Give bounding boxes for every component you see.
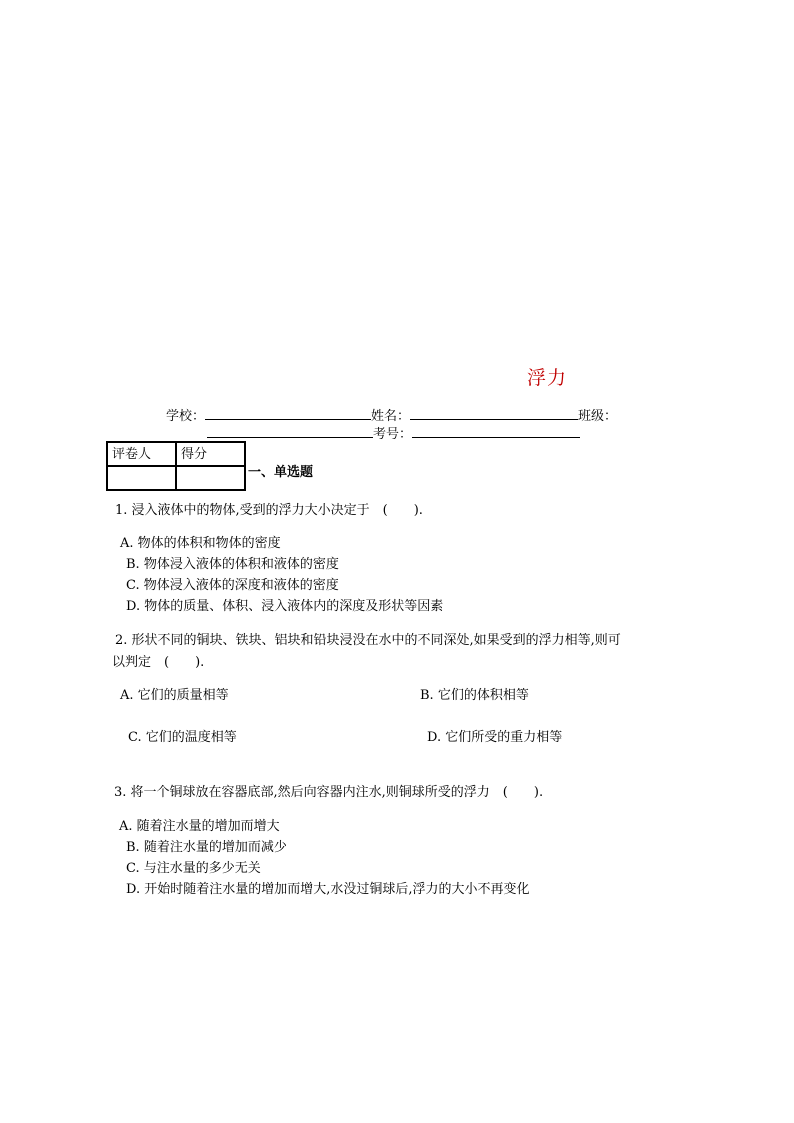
question-1-option-c: C. 物体浸入液体的深度和液体的密度 (126, 578, 339, 593)
question-1-option-d: D. 物体的质量、体积、浸入液体内的深度及形状等因素 (126, 599, 444, 614)
name-blank (410, 406, 578, 420)
header-line-1 (166, 406, 617, 425)
school-label: 学校： (166, 409, 206, 424)
question-2-stem-line-1: 2. 形状不同的铜块、铁块、铝块和铅块浸没在水中的不同深处,如果受到的浮力相等,则可 (115, 633, 621, 648)
question-1-stem: 1. 浸入液体中的物体,受到的浮力大小决定于 ( ). (115, 503, 423, 518)
question-3-option-c: C. 与注水量的多少无关 (126, 861, 261, 876)
question-1-option-a: A. 物体的体积和物体的密度 (120, 536, 281, 551)
question-2-option-a: A. 它们的质量相等 (120, 688, 229, 703)
score-table (106, 441, 246, 491)
name-label: 姓名： (371, 409, 411, 424)
blank-line (207, 424, 373, 438)
question-1-option-b: B. 物体浸入液体的体积和液体的密度 (126, 557, 339, 572)
question-3-option-d: D. 开始时随着注水量的增加而增大,水没过铜球后,浮力的大小不再变化 (126, 882, 530, 897)
grader-cell (107, 466, 176, 490)
class-label: 班级： (578, 409, 618, 424)
exam-no-blank (412, 424, 580, 438)
page-title: 浮力 (527, 367, 568, 389)
score-header: 得分 (176, 442, 245, 466)
question-2-option-d: D. 它们所受的重力相等 (427, 730, 563, 745)
question-2-option-b: B. 它们的体积相等 (420, 688, 529, 703)
score-cell (176, 466, 245, 490)
question-2-option-c: C. 它们的温度相等 (128, 730, 237, 745)
section-title: 一、单选题 (248, 465, 314, 480)
question-3-option-a: A. 随着注水量的增加而增大 (119, 819, 280, 834)
question-2-stem-line-2: 以判定 ( ). (112, 655, 205, 670)
question-3-stem: 3. 将一个铜球放在容器底部,然后向容器内注水,则铜球所受的浮力 ( ). (114, 785, 544, 800)
grader-header: 评卷人 (107, 442, 176, 466)
question-3-option-b: B. 随着注水量的增加而减少 (126, 840, 287, 855)
header-line-2 (207, 424, 580, 443)
school-blank (205, 406, 371, 420)
exam-no-label: 考号： (373, 427, 413, 442)
